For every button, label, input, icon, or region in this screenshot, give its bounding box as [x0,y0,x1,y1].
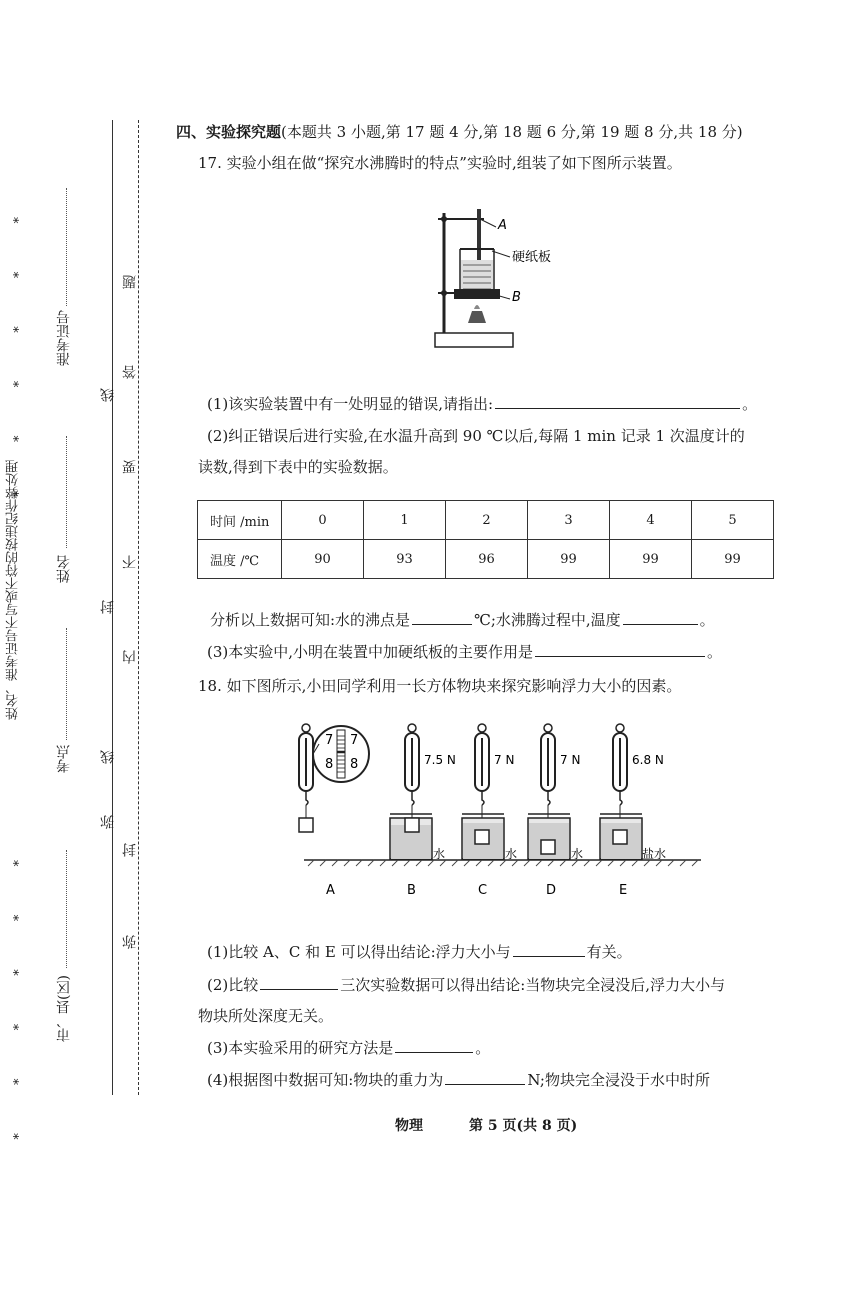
label-b: B [512,290,521,305]
table-cell: 99 [528,540,610,579]
scale-mark: 7 [325,733,334,748]
table-cell: 90 [282,540,364,579]
table-cell: 0 [282,501,364,540]
q17-answer-blank-1[interactable] [495,408,740,409]
seal-char-3: 线 [100,750,116,764]
exam-number-field[interactable] [66,188,67,306]
label-water: 水 [505,847,518,861]
exam-number-label: 准考证号 [56,310,72,366]
factor-blank[interactable] [513,956,585,957]
q18-stem: 18. 如下图所示,小田同学利用一长方体物块来探究影响浮力大小的因素。 [198,677,682,695]
buoyancy-experiment-figure [296,722,706,902]
section-desc: (本题共 3 小题,第 17 题 4 分,第 18 题 6 分,第 19 题 8 分,共 18 分) [281,123,743,141]
table-cell: 99 [610,540,692,579]
exam-site-field[interactable] [66,628,67,740]
compare-blank[interactable] [260,989,338,990]
no-answer-char-5: 内 [122,650,138,664]
margin-stars-top: * * * * * * [12,195,27,497]
q18-part3: (3)本实验采用的研究方法是 。 [207,1039,491,1057]
board-purpose-blank[interactable] [535,656,705,657]
table-row [198,501,774,540]
method-blank[interactable] [395,1052,473,1053]
spring-scale-a [299,724,369,832]
city-label: 市、县(区) [56,975,72,1042]
table-cell: 99 [692,540,774,579]
margin-warning: 姓名、准考证号不写或不符的按违纪作弊处理 [6,460,21,720]
exam-site-label: 考点 [56,745,72,773]
seal-char-2: 封 [100,600,116,614]
boiling-apparatus-figure [430,205,580,355]
footer-page: 第 5 页(共 8 页) [469,1118,578,1134]
table-cell: 93 [364,540,446,579]
no-answer-char-4: 不 [122,555,138,569]
spring-scale-b [405,724,456,818]
name-field[interactable] [66,436,67,548]
weight-blank[interactable] [445,1084,525,1085]
table-cell: 4 [610,501,692,540]
table-cell: 96 [446,540,528,579]
reading-d: 7 N [560,753,581,767]
seal-char-4: 弥 [100,815,116,829]
table-cell: 温度 /℃ [198,540,282,579]
table-cell: 3 [528,501,610,540]
letter-e: E [619,883,628,898]
table-cell: 2 [446,501,528,540]
margin-stars-bottom: * * * * * * [12,838,27,1140]
city-field[interactable] [66,850,67,968]
label-a: A [498,218,507,233]
label-water: 水 [433,847,446,861]
beaker-c [462,814,517,861]
q17-stem: 17. 实验小组在做“探究水沸腾时的特点”实验时,组装了如下图所示装置。 [198,154,682,172]
reading-c: 7 N [494,753,515,767]
letter-d: D [546,883,557,898]
reading-b: 7.5 N [424,753,456,767]
data-table [197,500,774,579]
q18-part1: (1)比较 A、C 和 E 可以得出结论:浮力大小与 有关。 [207,943,632,961]
seal-char-6: 弥 [122,935,138,949]
scale-mark: 7 [350,733,359,748]
q17-analysis: 分析以上数据可知:水的沸点是 ℃;水沸腾过程中,温度 。 [210,611,715,629]
table-cell: 1 [364,501,446,540]
table-cell: 时间 /min [198,501,282,540]
label-board: 硬纸板 [512,250,552,265]
no-answer-char-2: 答 [122,365,138,379]
q17-part3: (3)本实验中,小明在装置中加硬纸板的主要作用是 。 [207,643,723,661]
q18-part2-line2: 物块所处深度无关。 [198,1007,334,1025]
beaker-e [600,814,666,861]
seal-char-1: 线 [100,388,116,402]
boiling-point-blank[interactable] [412,624,472,625]
letter-a: A [326,883,335,898]
seal-char-5: 封 [122,843,138,857]
scale-mark: 8 [325,757,334,772]
temperature-blank[interactable] [623,624,698,625]
q17-part2-line2: 读数,得到下表中的实验数据。 [198,458,398,476]
letter-b: B [407,883,416,898]
letter-c: C [478,883,488,898]
name-label: 姓名 [56,555,72,583]
q18-part2: (2)比较 三次实验数据可以得出结论:当物块完全浸没后,浮力大小与 [207,976,726,994]
reading-e: 6.8 N [632,753,664,767]
beaker-b [390,814,445,861]
footer-subject: 物理 [395,1118,423,1134]
section-heading [176,121,743,142]
table-cell: 5 [692,501,774,540]
table-row [198,540,774,579]
beaker-d [528,814,583,861]
no-answer-char-3: 要 [122,460,138,474]
label-salt-water: 盐水 [642,847,667,861]
q17-part2-line1: (2)纠正错误后进行实验,在水温升高到 90 ℃以后,每隔 1 min 记录 1 次温度计的 [207,427,745,445]
section-title: 四、实验探究题 [176,123,282,141]
label-water: 水 [571,847,584,861]
scale-mark: 8 [350,757,359,772]
q18-part4: (4)根据图中数据可知:物块的重力为 N;物块完全浸没于水中时所 [207,1071,710,1089]
q17-part1: (1)该实验装置中有一处明显的错误,请指出: 。 [207,395,758,413]
no-answer-char-1: 题 [122,275,138,289]
